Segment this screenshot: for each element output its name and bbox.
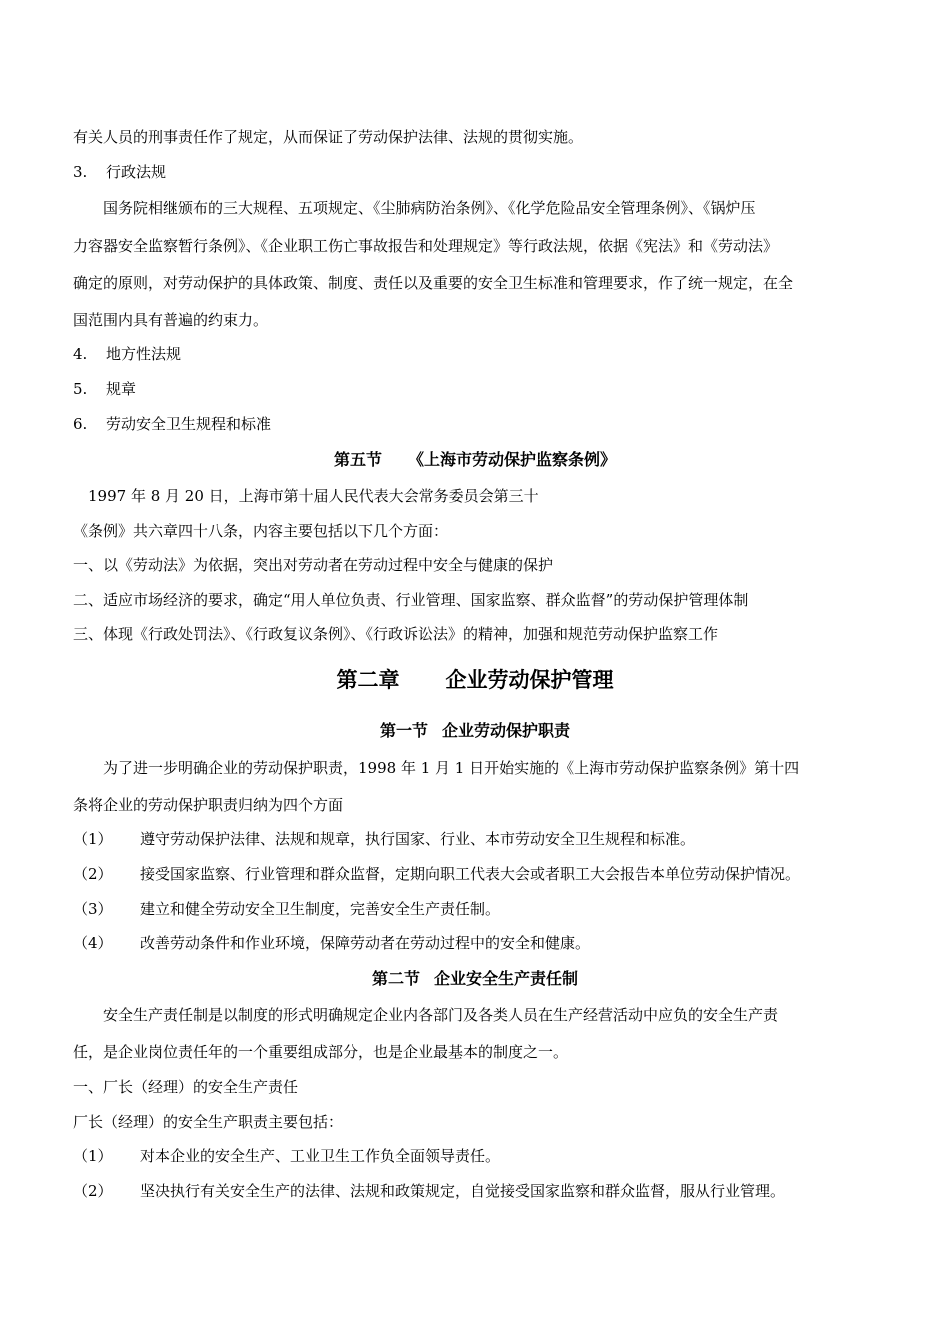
list-number: 3. — [73, 163, 88, 181]
paragraph-line: 确定的原则，对劳动保护的具体政策、制度、责任以及重要的安全卫生标准和管理要求，作了统一规定，在全 — [73, 274, 794, 292]
list-item — [73, 864, 800, 884]
list-number: （4） — [73, 934, 113, 952]
list-item — [73, 162, 166, 182]
paragraph-line: 条将企业的劳动保护职责归纳为四个方面 — [73, 796, 344, 814]
paragraph-line: 一、以《劳动法》为依据，突出对劳动者在劳动过程中安全与健康的保护 — [73, 556, 554, 574]
section-title: 企业劳动保护职责 — [442, 721, 571, 740]
list-text: 遵守劳动保护法律、法规和规章，执行国家、行业、本市劳动安全卫生规程和标准。 — [140, 830, 696, 848]
paragraph-line: 二、适应市场经济的要求，确定“用人单位负责、行业管理、国家监察、群众监督”的劳动保护管理体制 — [73, 591, 749, 609]
list-text: 劳动安全卫生规程和标准 — [106, 415, 272, 433]
list-number: （1） — [73, 830, 113, 848]
list-item — [73, 1181, 785, 1201]
list-number: （1） — [73, 1147, 113, 1165]
paragraph-line: 任，是企业岗位责任年的一个重要组成部分，也是企业最基本的制度之一。 — [73, 1043, 569, 1061]
list-text: 对本企业的安全生产、工业卫生工作负全面领导责任。 — [140, 1147, 501, 1165]
section-label: 第一节 — [379, 721, 428, 740]
section-label: 第二节 — [371, 969, 420, 988]
paragraph-line: 厂长（经理）的安全生产职责主要包括： — [73, 1113, 344, 1131]
list-number: （2） — [73, 1182, 113, 1200]
list-text: 改善劳动条件和作业环境，保障劳动者在劳动过程中的安全和健康。 — [140, 934, 591, 952]
chapter-label: 第二章 — [336, 667, 400, 692]
list-text: 接受国家监察、行业管理和群众监督，定期向职工代表大会或者职工大会报告本单位劳动保护情况。 — [140, 865, 801, 883]
paragraph-line: 《条例》共六章四十八条，内容主要包括以下几个方面： — [73, 522, 449, 540]
list-number: （3） — [73, 900, 113, 918]
chapter-heading — [0, 666, 950, 694]
section-label: 第五节 — [333, 450, 382, 469]
list-item — [73, 829, 695, 849]
list-number: 6. — [73, 415, 88, 433]
list-number: 4. — [73, 345, 88, 363]
list-item — [73, 414, 271, 434]
list-item — [73, 899, 500, 919]
list-item — [73, 1146, 500, 1166]
list-text: 地方性法规 — [106, 345, 182, 363]
paragraph-line: 为了进一步明确企业的劳动保护职责，1998 年 1 月 1 日开始实施的《上海市劳动保护监察条例》第十四 — [103, 759, 800, 777]
list-text: 规章 — [106, 380, 137, 398]
paragraph-line: 1997 年 8 月 20 日，上海市第十届人民代表大会常务委员会第三十 — [88, 487, 539, 505]
paragraph-line: 国务院相继颁布的三大规程、五项规定、《尘肺病防治条例》、《化学危险品安全管理条例》、《锅炉压 — [103, 199, 756, 217]
paragraph-line: 国范围内具有普遍的约束力。 — [73, 311, 269, 329]
section-title: 企业安全生产责任制 — [434, 969, 579, 988]
list-number: 5. — [73, 380, 88, 398]
paragraph-line: 一、厂长（经理）的安全生产责任 — [73, 1078, 299, 1096]
chapter-title: 企业劳动保护管理 — [445, 667, 614, 692]
list-item — [73, 344, 181, 364]
list-number: （2） — [73, 865, 113, 883]
list-item — [73, 933, 590, 953]
list-text: 行政法规 — [106, 163, 167, 181]
paragraph-line: 安全生产责任制是以制度的形式明确规定企业内各部门及各类人员在生产经营活动中应负的安全生产责 — [103, 1006, 779, 1024]
paragraph-line: 有关人员的刑事责任作了规定，从而保证了劳动保护法律、法规的贯彻实施。 — [73, 128, 584, 146]
paragraph-line: 力容器安全监察暂行条例》、《企业职工伤亡事故报告和处理规定》等行政法规，依据《宪法》和《劳动法》 — [73, 237, 779, 255]
paragraph-line: 三、体现《行政处罚法》、《行政复议条例》、《行政诉讼法》的精神，加强和规范劳动保护监察工作 — [73, 625, 719, 643]
section-heading — [0, 449, 950, 471]
section-heading — [0, 720, 950, 742]
section-heading — [0, 968, 950, 990]
section-title: 《上海市劳动保护监察条例》 — [408, 450, 617, 469]
list-item — [73, 379, 136, 399]
list-text: 建立和健全劳动安全卫生制度，完善安全生产责任制。 — [140, 900, 501, 918]
list-text: 坚决执行有关安全生产的法律、法规和政策规定，自觉接受国家监察和群众监督，服从行业管理。 — [140, 1182, 786, 1200]
